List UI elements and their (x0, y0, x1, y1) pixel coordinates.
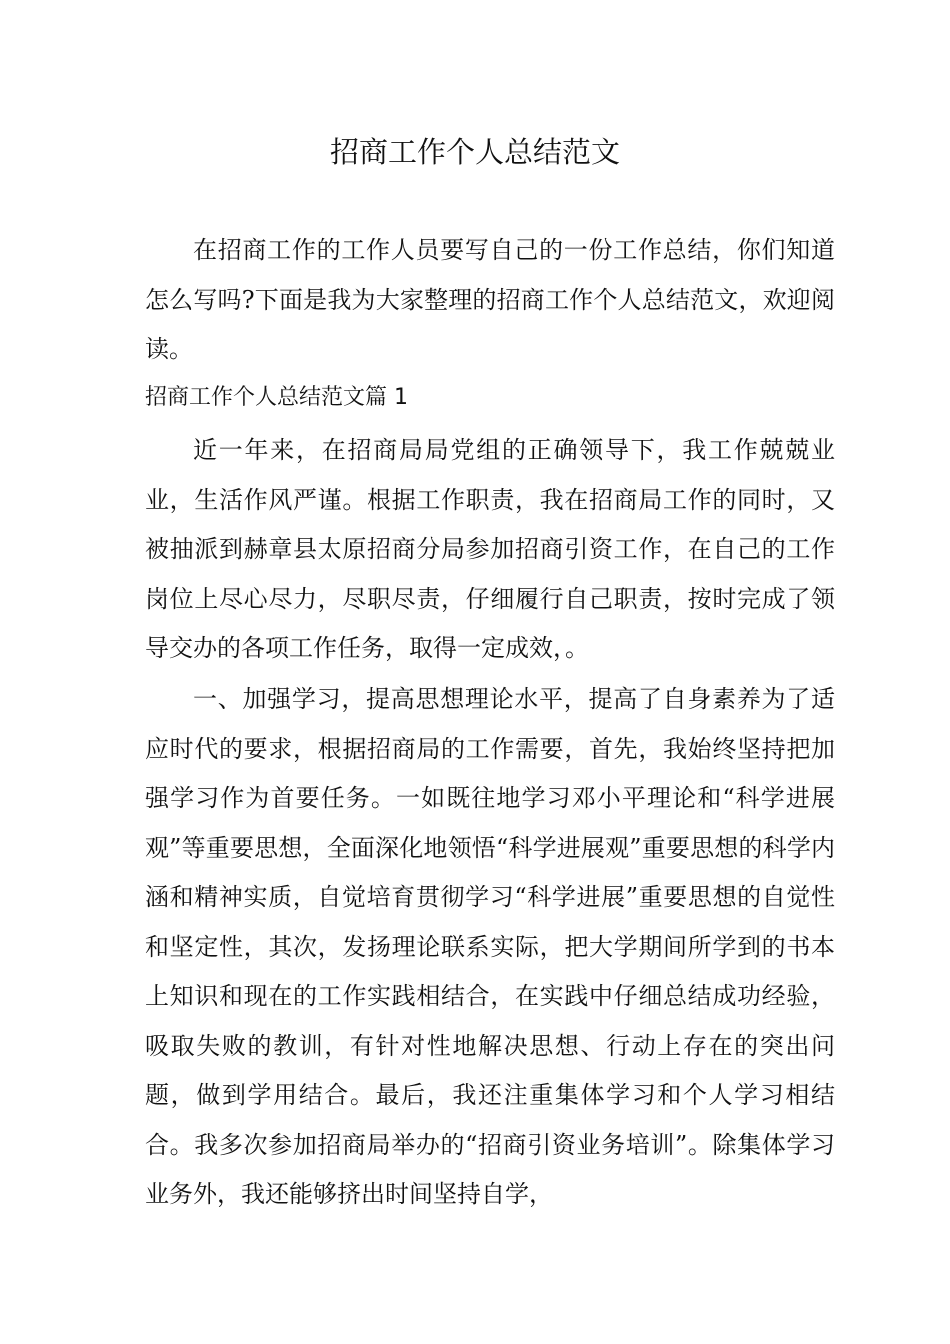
body-paragraph-1: 近一年来，在招商局局党组的正确领导下，我工作兢兢业业，生活作风严谨。根据工作职责，我在招商局工作的同时，又被抽派到赫章县太原招商分局参加招商引资工作，在自己的工作岗位上尽心尽力，尽职尽责，仔细履行自己职责，按时完成了领导交办的各项工作任务，取得一定成效，。 (145, 436, 835, 662)
intro-block (145, 226, 835, 375)
document-title: 招商工作个人总结范文 (329, 135, 620, 169)
paragraph-block-2 (145, 675, 835, 1220)
paragraph-block-1 (145, 426, 835, 674)
section-block (145, 376, 835, 420)
section-heading: 招商工作个人总结范文篇 1 (145, 385, 408, 410)
body-paragraph-2: 一、加强学习，提高思想理论水平，提高了自身素养为了适应时代的要求，根据招商局的工作需要，首先，我始终坚持把加强学习作为首要任务。一如既往地学习邓小平理论和“科学进展观”等重要思想，全面深化地领悟“科学进展观”重要思想的科学内涵和精神实质，自觉培育贯彻学习“科学进展”重要思想的自觉性和坚定性，其次，发扬理论联系实际，把大学期间所学到的书本上知识和现在的工作实践相结合，在实践中仔细总结成功经验，吸取失败的教训，有针对性地解决思想、行动上存在的突出问题，做到学用结合。最后，我还注重集体学习和个人学习相结合。我多次参加招商局举办的“招商引资业务培训”。除集体学习业务外，我还能够挤出时间坚持自学， (145, 685, 835, 1208)
intro-paragraph: 在招商工作的工作人员要写自己的一份工作总结，你们知道怎么写吗?下面是我为大家整理的招商工作个人总结范文，欢迎阅读。 (145, 236, 835, 363)
